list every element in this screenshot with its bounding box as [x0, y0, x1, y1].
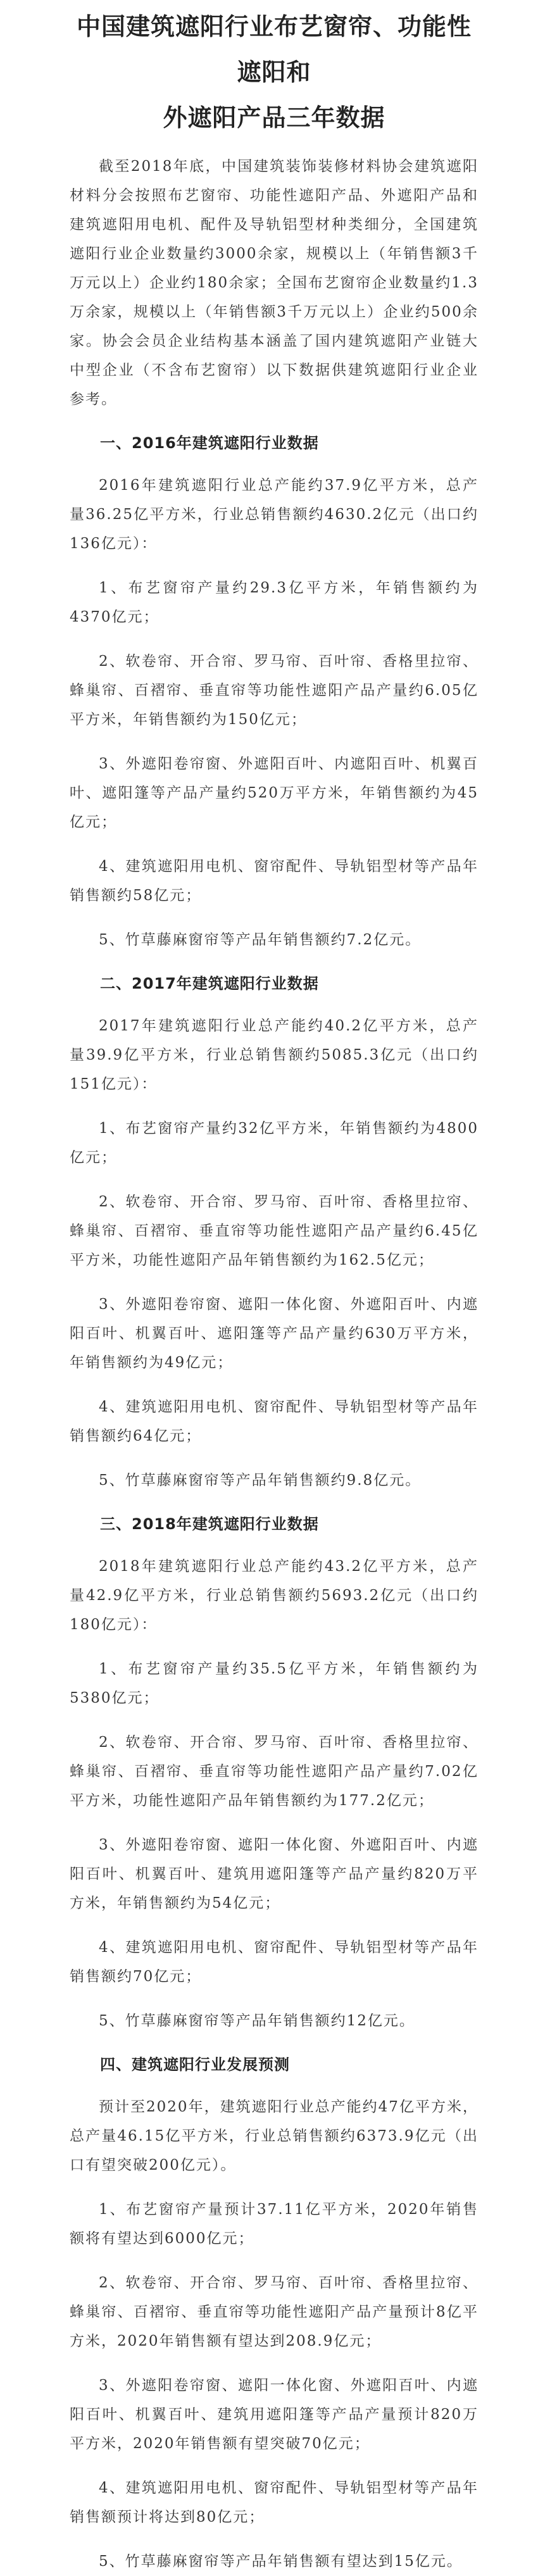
- section-forecast-item-2: 2、软卷帘、开合帘、罗马帘、百叶帘、香格里拉帘、蜂巢帘、百褶帘、垂直帘等功能性遮阳产品产量预计8亿平方米，2020年销售额有望达到208.9亿元；: [70, 2275, 479, 2349]
- section-2018-item-4: 4、建筑遮阳用电机、窗帘配件、导轨铝型材等产品年销售额约70亿元；: [70, 1939, 479, 1985]
- section-2016-item-3: 3、外遮阳卷帘窗、外遮阳百叶、内遮阳百叶、机翼百叶、遮阳篷等产品产量约520万平方米，年销售额约为45亿元；: [70, 756, 479, 830]
- section-2018-summary: 2018年建筑遮阳行业总产能约43.2亿平方米，总产量42.9亿平方米，行业总销售额约5693.2亿元（出口约180亿元）：: [70, 1558, 479, 1633]
- section-2018-item-3: 3、外遮阳卷帘窗、遮阳一体化窗、外遮阳百叶、内遮阳百叶、机翼百叶、建筑用遮阳篷等产品产量约820万平方米，年销售额约为54亿元；: [70, 1837, 479, 1911]
- intro-block: [70, 152, 479, 414]
- section-2018-item-1: 1、布艺窗帘产量约35.5亿平方米，年销售额约为5380亿元；: [70, 1661, 479, 1706]
- article-title-line-2: 外遮阳产品三年数据: [163, 104, 385, 132]
- section-2017-item-2: 2、软卷帘、开合帘、罗马帘、百叶帘、香格里拉帘、蜂巢帘、百褶帘、垂直帘等功能性遮阳产品产量约6.45亿平方米，功能性遮阳产品年销售额约为162.5亿元；: [70, 1194, 479, 1268]
- section-2016: [70, 429, 479, 954]
- section-heading-2016: 一、2016年建筑遮阳行业数据: [100, 434, 319, 452]
- section-2016-item-2: 2、软卷帘、开合帘、罗马帘、百叶帘、香格里拉帘、蜂巢帘、百褶帘、垂直帘等功能性遮阳产品产量约6.05亿平方米，年销售额约为150亿元；: [70, 653, 479, 728]
- section-2018: [70, 1510, 479, 2035]
- article-title: [70, 0, 479, 141]
- section-2017-item-4: 4、建筑遮阳用电机、窗帘配件、导轨铝型材等产品年销售额约64亿元；: [70, 1399, 479, 1444]
- section-forecast-item-1: 1、布艺窗帘产量预计37.11亿平方米，2020年销售额将有望达到6000亿元；: [70, 2201, 479, 2247]
- section-2017-summary: 2017年建筑遮阳行业总产能约40.2亿平方米，总产量39.9亿平方米，行业总销售额约5085.3亿元（出口约151亿元）：: [70, 1018, 479, 1092]
- article-title-line-1: 中国建筑遮阳行业布艺窗帘、功能性遮阳和: [76, 13, 472, 86]
- section-2017-item-3: 3、外遮阳卷帘窗、遮阳一体化窗、外遮阳百叶、内遮阳百叶、机翼百叶、遮阳篷等产品产量约630万平方米，年销售额约为49亿元；: [70, 1296, 479, 1371]
- section-heading-2018: 三、2018年建筑遮阳行业数据: [100, 1515, 319, 1533]
- section-forecast: [70, 2051, 479, 2576]
- section-2016-item-1: 1、布艺窗帘产量约29.3亿平方米，年销售额约为4370亿元；: [70, 580, 479, 625]
- section-forecast-item-5: 5、竹草藤麻窗帘等产品年销售额有望达到15亿元。: [99, 2553, 463, 2570]
- section-2017: [70, 970, 479, 1495]
- section-forecast-summary: 预计至2020年，建筑遮阳行业总产能约47亿平方米，总产量46.15亿平方米，行业总销售额约6373.9亿元（出口有望突破200亿元）。: [70, 2099, 479, 2173]
- intro-paragraph: 截至2018年底，中国建筑装饰装修材料协会建筑遮阳材料分会按照布艺窗帘、功能性遮阳产品、外遮阳产品和建筑遮阳用电机、配件及导轨铝型材种类细分，全国建筑遮阳行业企业数量约3000余家，规模以上（年销售额3千万元以上）企业约180余家；全国布艺窗帘企业数量约1.3万余家，规模以上（年销售额3千万元以上）企业约500余家。协会会员企业结构基本涵盖了国内建筑遮阳产业链大中型企业（不含布艺窗帘）以下数据供建筑遮阳行业企业参考。: [70, 158, 479, 408]
- section-2018-item-5: 5、竹草藤麻窗帘等产品年销售额约12亿元。: [99, 2013, 415, 2029]
- section-2016-item-5: 5、竹草藤麻窗帘等产品年销售额约7.2亿元。: [99, 932, 422, 948]
- section-heading-2017: 二、2017年建筑遮阳行业数据: [100, 975, 319, 992]
- section-2016-item-4: 4、建筑遮阳用电机、窗帘配件、导轨铝型材等产品年销售额约58亿元；: [70, 858, 479, 904]
- section-2017-item-1: 1、布艺窗帘产量约32亿平方米，年销售额约为4800亿元；: [70, 1120, 479, 1166]
- section-2017-item-5: 5、竹草藤麻窗帘等产品年销售额约9.8亿元。: [99, 1472, 422, 1489]
- section-2018-item-2: 2、软卷帘、开合帘、罗马帘、百叶帘、香格里拉帘、蜂巢帘、百褶帘、垂直帘等功能性遮阳产品产量约7.02亿平方米，功能性遮阳产品年销售额约为177.2亿元；: [70, 1734, 479, 1809]
- section-forecast-item-3: 3、外遮阳卷帘窗、遮阳一体化窗、外遮阳百叶、内遮阳百叶、机翼百叶、建筑用遮阳篷等产品产量预计820万平方米，2020年销售额有望突破70亿元；: [70, 2377, 479, 2452]
- section-2016-summary: 2016年建筑遮阳行业总产能约37.9亿平方米，总产量36.25亿平方米，行业总销售额约4630.2亿元（出口约136亿元）：: [70, 477, 479, 552]
- section-forecast-item-4: 4、建筑遮阳用电机、窗帘配件、导轨铝型材等产品年销售额预计将达到80亿元；: [70, 2480, 479, 2525]
- section-heading-forecast: 四、建筑遮阳行业发展预测: [100, 2056, 290, 2073]
